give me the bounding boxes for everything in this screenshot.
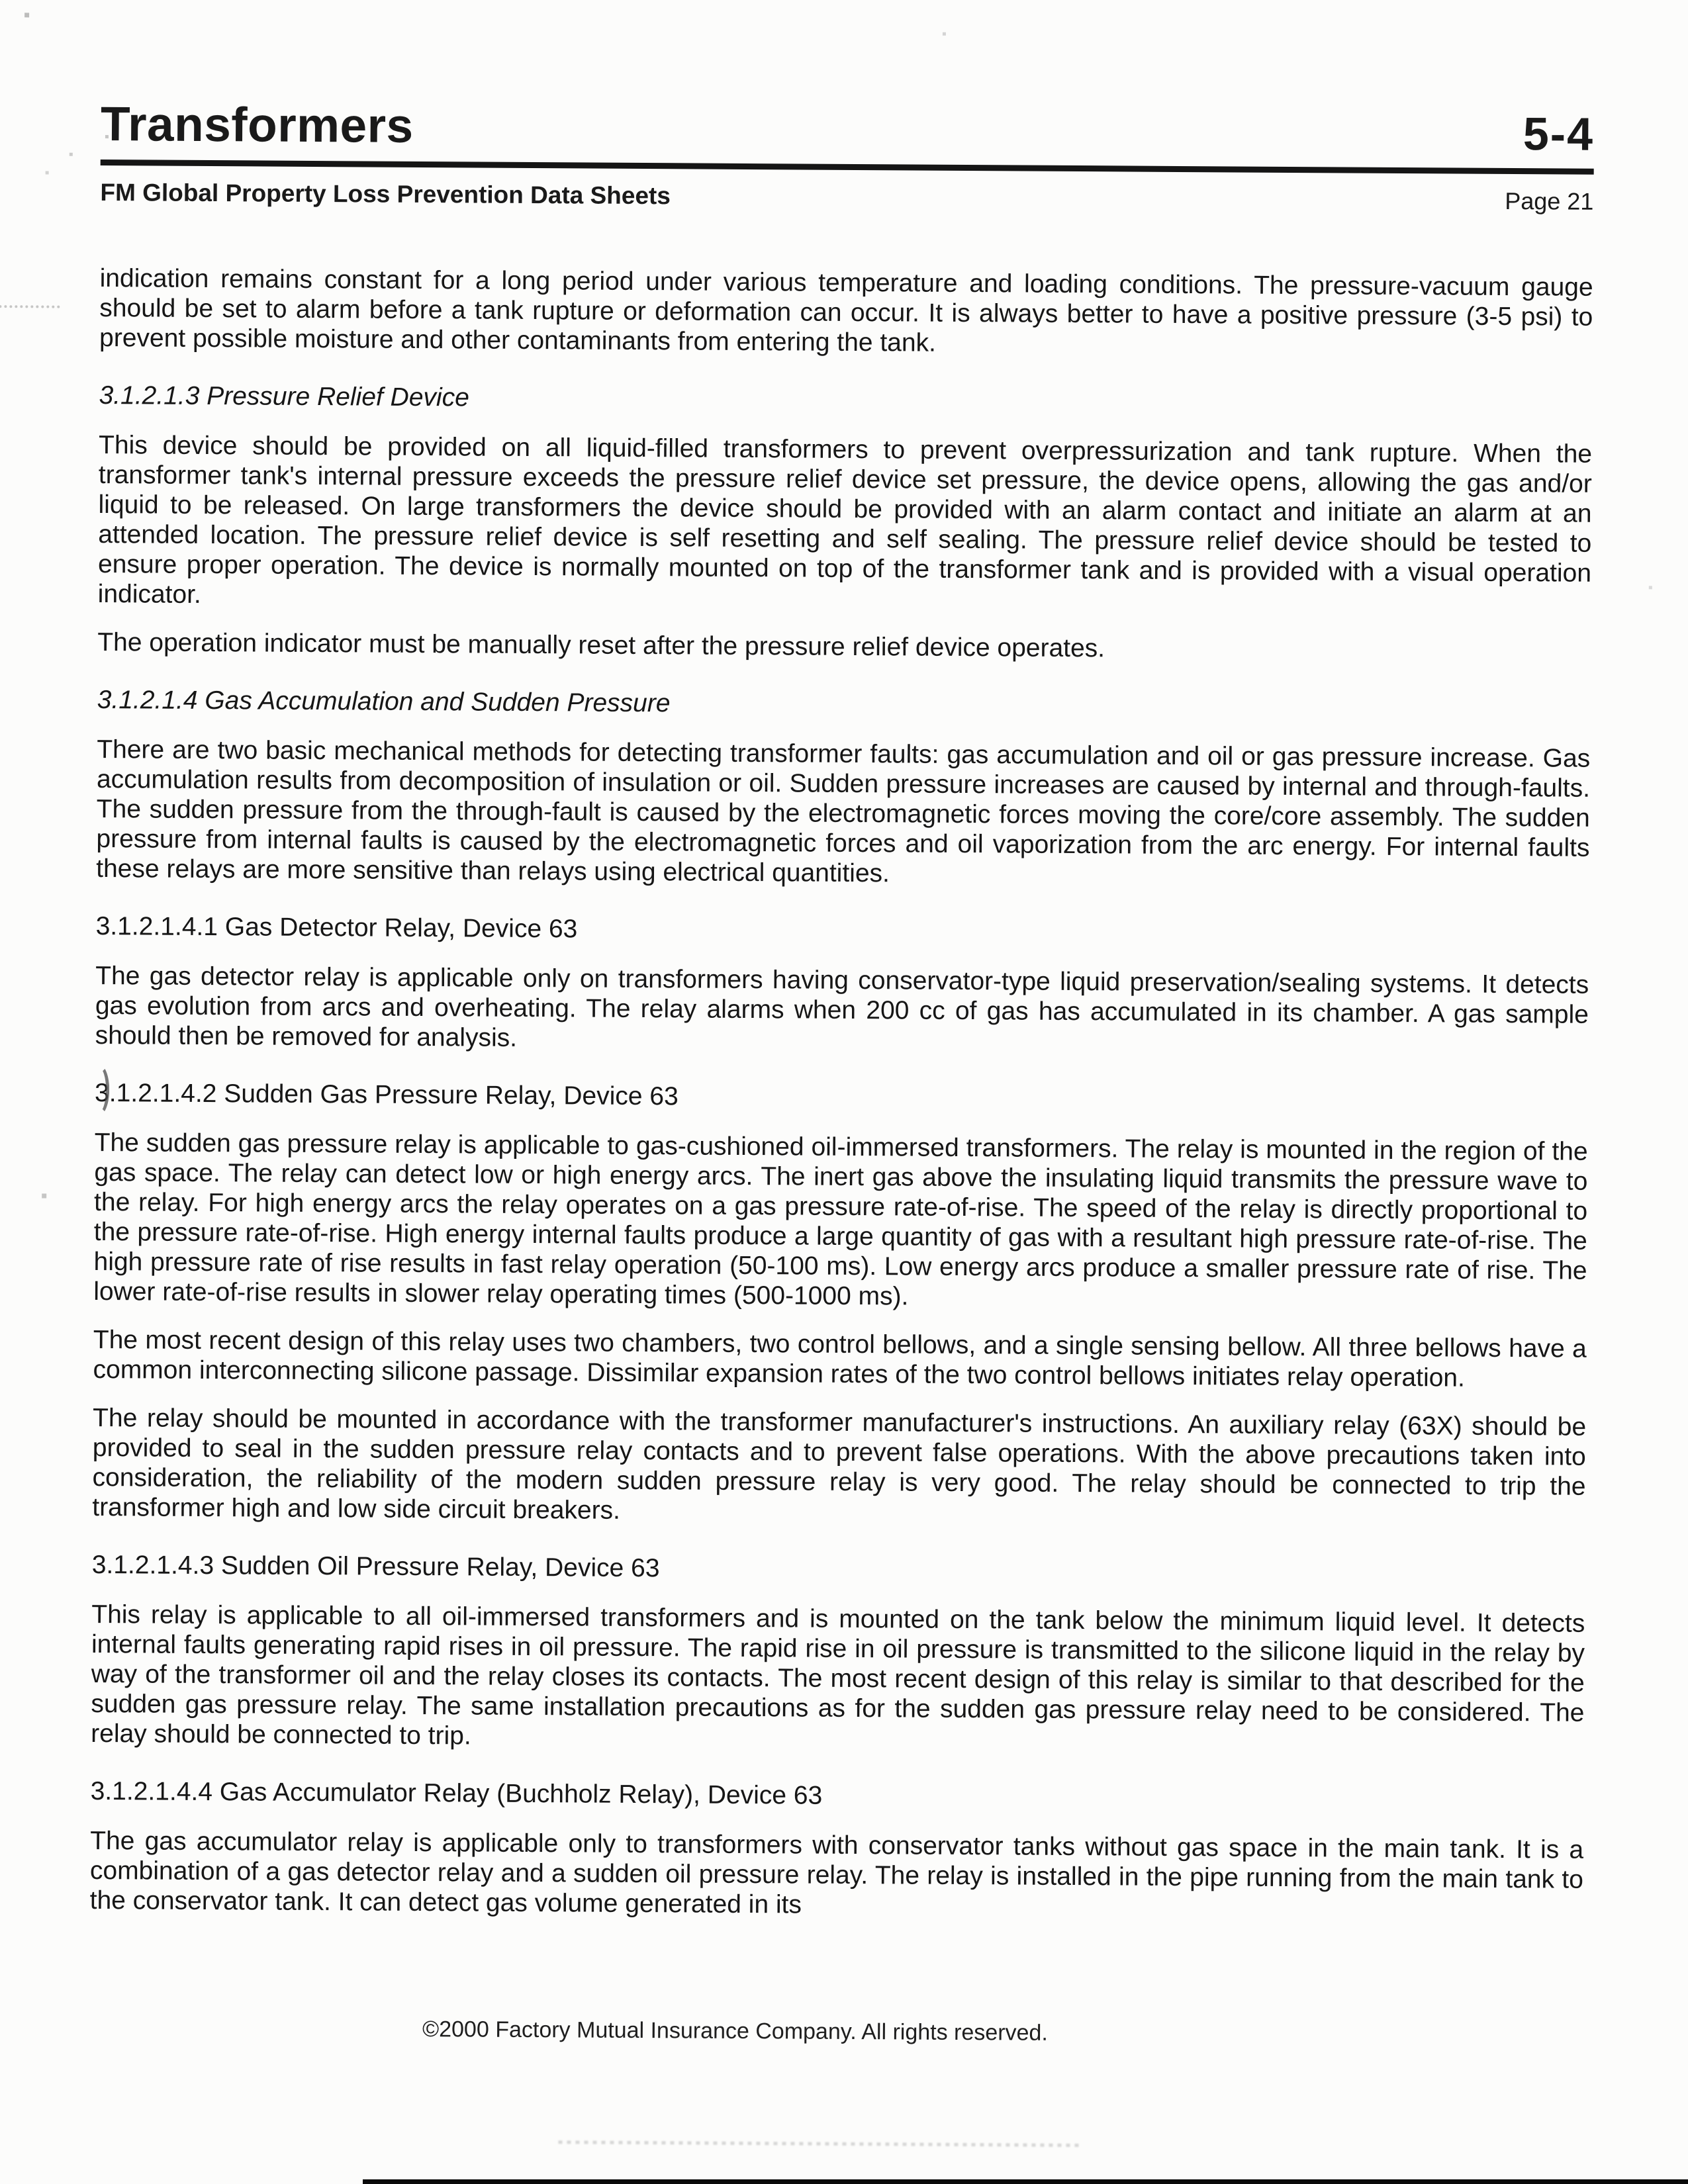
copyright-footer: ©2000 Factory Mutual Insurance Company. All rights reserved. xyxy=(422,2017,1048,2046)
document-subtitle: FM Global Property Loss Prevention Data Sheets xyxy=(100,179,671,210)
header-divider xyxy=(101,159,1594,175)
section-heading: 3.1.2.1.3 Pressure Relief Device xyxy=(99,381,469,412)
section-heading: 3.1.2.1.4.4 Gas Accumulator Relay (Buchholz Relay), Device 63 xyxy=(90,1776,823,1810)
section-heading: 3.1.2.1.4.1 Gas Detector Relay, Device 63 xyxy=(95,911,578,944)
page-number: Page 21 xyxy=(1505,187,1594,215)
scan-artifact xyxy=(558,2140,1080,2147)
body-paragraph: indication remains constant for a long period under various temperature and loading conditions. The pressure-vacuum gauge should be set to alarm before a tank rupture or deformation can occur. It is always better to have a positive pressure (3-5 psi) to prevent possible moisture and other contaminants from entering the tank. xyxy=(99,264,1593,357)
header-row xyxy=(101,97,1594,161)
body-paragraph: The relay should be mounted in accordance with the transformer manufacturer's instructions. An auxiliary relay (63X) should be provided to seal in the sudden pressure relay contacts and to prevent false operations. With the above precautions taken into consideration, the reliability of the modern sudden pressure relay is very good. The relay should be connected to trip the transformer high and low side circuit breakers. xyxy=(92,1403,1587,1525)
section-heading: 3.1.2.1.4 Gas Accumulation and Sudden Pressure xyxy=(97,685,671,718)
scan-artifact xyxy=(0,305,60,308)
subheader-row xyxy=(100,179,1593,216)
body-paragraph: The most recent design of this relay uses two chambers, two control bellows, and a single sensing bellow. All three bellows have a common interconnecting silicone passage. Dissimilar expansion rates of the two control bellows initiates relay operation. xyxy=(93,1325,1587,1392)
body-paragraph: The gas detector relay is applicable only on transformers having conservator-type liquid preservation/sealing systems. It detects gas evolution from arcs and overheating. The relay alarms when 200 cc of gas has accumulated in its chamber. A gas sample should then be removed for analysis. xyxy=(95,961,1589,1052)
section-heading: 3.1.2.1.4.3 Sudden Oil Pressure Relay, Device 63 xyxy=(91,1550,660,1583)
document-body xyxy=(90,263,1593,1925)
body-paragraph: This relay is applicable to all oil-immersed transformers and is mounted on the tank below the minimum liquid level. It detects internal faults generating rapid rises in oil pressure. The rapid rise in oil pressure is transmitted to the silicone liquid in the relay by way of the transformer oil and the relay closes its contacts. The most recent design of this relay is similar to that described for the sudden gas pressure relay. The same installation precautions as for the sudden gas pressure relay need to be considered. The relay should be connected to trip. xyxy=(91,1600,1585,1751)
document-title: Transformers xyxy=(100,97,414,153)
page-content xyxy=(89,97,1594,1943)
scan-edge-artifact xyxy=(363,2179,1688,2184)
document-number: 5-4 xyxy=(1523,108,1595,160)
scan-artifact xyxy=(1,0,3,1)
page-header xyxy=(100,97,1594,216)
body-paragraph: The operation indicator must be manually reset after the pressure relief device operates. xyxy=(97,627,1105,663)
body-paragraph: This device should be provided on all liquid-filled transformers to prevent overpressurization and tank rupture. When the transformer tank's internal pressure exceeds the pressure relief device set pressure, the device opens, allowing the gas and/or liquid to be released. On large transformers the device should be provided with an alarm contact and initiate an alarm at an attended location. The pressure relief device is self resetting and self sealing. The pressure relief device should be tested to ensure proper operation. The device is normally mounted on top of the transformer tank and is provided with a visual operation indicator. xyxy=(97,431,1593,609)
body-paragraph: The gas accumulator relay is applicable only to transformers with conservator tanks without gas space in the main tank. It is a combination of a gas detector relay and a sudden oil pressure relay. The relay is installed in the pipe running from the main tank to the conservator tank. It can detect gas volume generated in its xyxy=(89,1826,1584,1919)
body-paragraph: There are two basic mechanical methods for detecting transformer faults: gas accumulation and oil or gas pressure increase. Gas accumulation results from decomposition of insulation or oil. Sudden pressure increases are caused by internal and through-faults. The sudden pressure from the through-fault is caused by the electromagnetic forces moving the core/core assembly. The sudden pressure from internal faults is caused by the electromagnetic forces and oil vaporization from the arc energy. For internal faults these relays are more sensitive than relays using electrical quantities. xyxy=(96,735,1591,888)
body-paragraph: The sudden gas pressure relay is applicable to gas-cushioned oil-immersed transformers. The relay is mounted in the region of the gas space. The relay can detect low or high energy arcs. The inert gas above the insulating liquid transmits the pressure wave to the relay. For high energy arcs the relay operates on a gas pressure rate-of-rise. The speed of the relay is directly proportional to the pressure rate-of-rise. High energy internal faults produce a large quantity of gas with a resultant high pressure rate-of-rise. The high pressure rate of rise results in fast relay operation (50-100 ms). Low energy arcs produce a smaller pressure rate of rise. The lower rate-of-rise results in slower relay operating times (500-1000 ms). xyxy=(93,1128,1588,1311)
section-heading: 3.1.2.1.4.2 Sudden Gas Pressure Relay, Device 63 xyxy=(95,1078,679,1111)
